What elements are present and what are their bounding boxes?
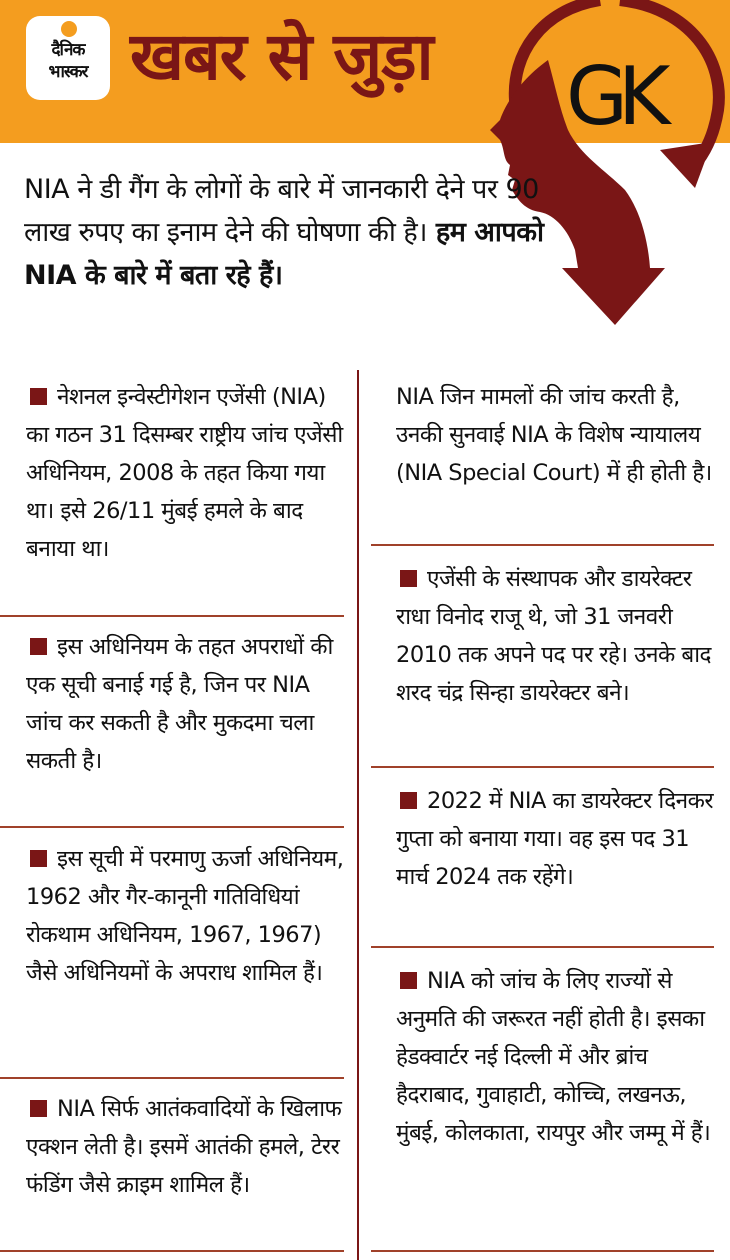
dainik-bhaskar-logo bbox=[26, 16, 110, 100]
logo-text-line2: भास्कर bbox=[48, 62, 88, 82]
logo-text-line1: दैनिक bbox=[51, 40, 85, 60]
fact-text: NIA को जांच के लिए राज्यों से अनुमति की जरूरत नहीं होती है। इसका हेडक्वार्टर नई दिल्ली में और ब्रांच हैदराबाद, गुवाहाटी, कोच्चि, लखनऊ, मुंबई, कोलकाता, रायपुर और जम्मू में हैं। bbox=[396, 968, 711, 1146]
square-bullet-icon bbox=[30, 1100, 47, 1117]
divider-line bbox=[371, 1250, 714, 1252]
square-bullet-icon bbox=[30, 850, 47, 867]
fact-text: इस अधिनियम के तहत अपराधों की एक सूची बनाई गई है, जिन पर NIA जांच कर सकती है और मुकदमा चला सकती है। bbox=[26, 634, 333, 774]
intro-text: NIA ने डी गैंग के लोगों के बारे में जानकारी देने पर 90 लाख रुपए का इनाम देने की घोषणा की है। bbox=[24, 174, 539, 248]
square-bullet-icon bbox=[400, 972, 417, 989]
divider-line bbox=[0, 1250, 344, 1252]
fact-card bbox=[26, 840, 346, 992]
fact-text: एजेंसी के संस्थापक और डायरेक्टर राधा विनोद राजू थे, जो 31 जनवरी 2010 तक अपने पद पर रहे। उनके बाद शरद चंद्र सिन्हा डायरेक्टर बने। bbox=[396, 566, 711, 706]
intro-bold-text: हम आपको NIA के बारे में बता रहे हैं। bbox=[24, 217, 544, 291]
fact-text: 2022 में NIA का डायरेक्टर दिनकर गुप्ता को बनाया गया। वह इस पद 31 मार्च 2024 तक रहेंगे। bbox=[396, 788, 714, 890]
divider-line bbox=[371, 946, 714, 948]
banner-title: खबर से जुड़ा bbox=[130, 18, 433, 95]
fact-card bbox=[26, 628, 346, 780]
fact-card bbox=[26, 378, 346, 568]
fact-card bbox=[396, 378, 716, 492]
fact-card bbox=[396, 962, 716, 1152]
divider-line bbox=[0, 826, 344, 828]
fact-text: नेशनल इन्वेस्टीगेशन एजेंसी (NIA) का गठन 31 दिसम्बर राष्ट्रीय जांच एजेंसी अधिनियम, 2008 के तहत किया गया था। इसे 26/11 मुंबई हमले के बाद बनाया था। bbox=[26, 384, 343, 562]
fact-card bbox=[396, 560, 716, 712]
square-bullet-icon bbox=[400, 792, 417, 809]
fact-text: NIA सिर्फ आतंकवादियों के खिलाफ एक्शन लेती है। इसमें आतंकी हमले, टेरर फंडिंग जैसे क्राइम शामिल हैं। bbox=[26, 1096, 342, 1198]
fact-text: NIA जिन मामलों की जांच करती है, उनकी सुनवाई NIA के विशेष न्यायालय (NIA Special Court) में ही होती है। bbox=[396, 384, 712, 486]
divider-line bbox=[371, 766, 714, 768]
gk-label: GK bbox=[566, 50, 661, 143]
square-bullet-icon bbox=[30, 388, 47, 405]
divider-line bbox=[0, 615, 344, 617]
divider-line bbox=[371, 544, 714, 546]
fact-card bbox=[26, 1090, 346, 1204]
column-divider bbox=[357, 370, 359, 1260]
fact-text: इस सूची में परमाणु ऊर्जा अधिनियम, 1962 और गैर-कानूनी गतिविधियां रोकथाम अधिनियम, 1967, 1967) जैसे अधिनियमों के अपराध शामिल हैं। bbox=[26, 846, 344, 986]
square-bullet-icon bbox=[400, 570, 417, 587]
square-bullet-icon bbox=[30, 638, 47, 655]
intro-paragraph bbox=[24, 168, 564, 297]
divider-line bbox=[0, 1077, 344, 1079]
sun-icon bbox=[61, 21, 77, 37]
fact-card bbox=[396, 782, 716, 896]
